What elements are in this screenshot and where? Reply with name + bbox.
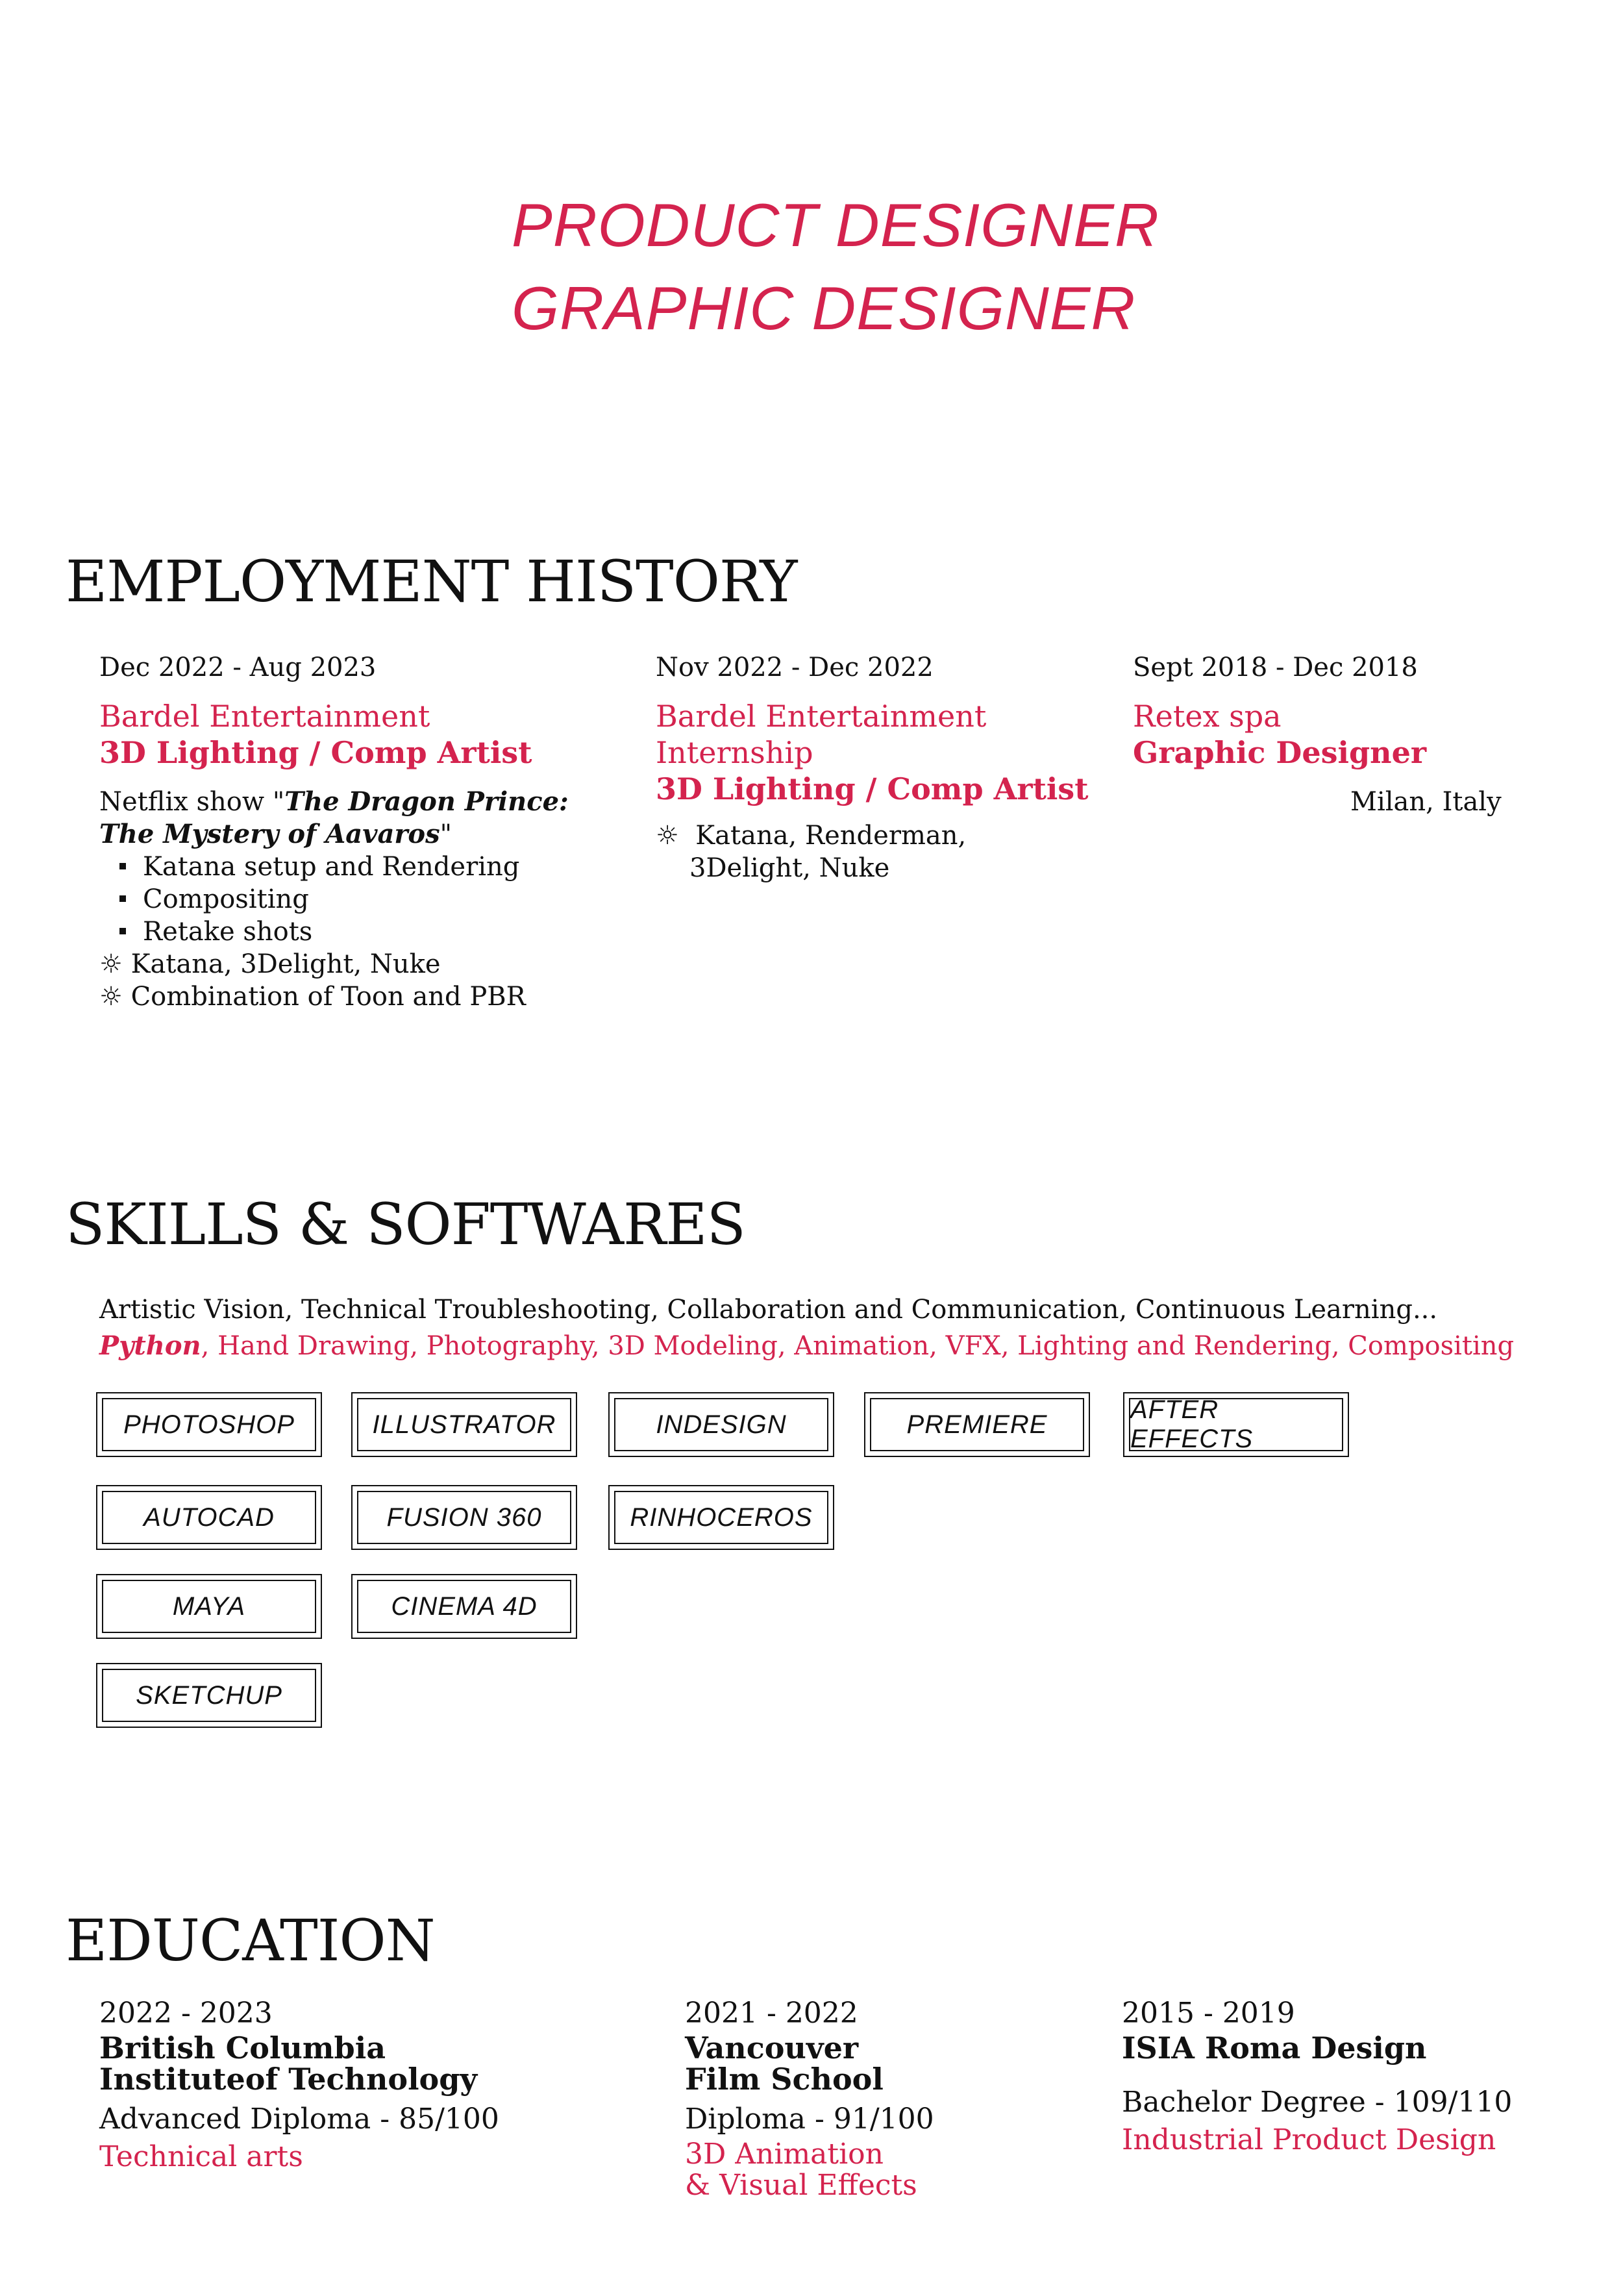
soft-skills: Artistic Vision, Technical Troubleshooting, Collaboration and Communication, Continuous Learning...	[99, 1295, 1438, 1325]
tech-skills-list: , Hand Drawing, Photography, 3D Modeling, Animation, VFX, Lighting and Rendering, Compositing	[201, 1331, 1515, 1361]
software-label: MAYA	[102, 1580, 316, 1633]
sun-icon: ☼	[656, 821, 679, 851]
software-badge-sketchup	[96, 1663, 322, 1728]
job-2-role: 3D Lighting / Comp Artist	[656, 771, 1089, 806]
school-3-field: Industrial Product Design	[1122, 2123, 1496, 2156]
software-badge-autocad	[96, 1485, 322, 1550]
job-2-dates: Nov 2022 - Dec 2022	[656, 653, 934, 682]
job-3-company: Retex spa	[1133, 699, 1282, 734]
school-2-name-line-2: Film School	[685, 2062, 884, 2097]
school-3-name: ISIA Roma Design	[1122, 2030, 1427, 2065]
tech-skills	[99, 1330, 1514, 1362]
software-badge-maya	[96, 1574, 322, 1639]
square-bullet-icon	[119, 895, 126, 902]
job-1-bullet-1-text: Katana setup and Rendering	[143, 852, 520, 882]
job-1-quote-open: "	[272, 787, 285, 817]
job-2-type: Internship	[656, 735, 813, 770]
job-1-bullet-2-text: Compositing	[143, 884, 309, 914]
software-badge-indesign	[608, 1392, 834, 1457]
job-1-bullet-2	[119, 883, 309, 916]
software-label: SKETCHUP	[102, 1669, 316, 1722]
software-badge-premiere	[864, 1392, 1090, 1457]
school-1-field: Technical arts	[99, 2140, 303, 2173]
school-2-name-line-1: Vancouver	[685, 2030, 859, 2065]
school-2-degree: Diploma - 91/100	[685, 2103, 934, 2136]
job-3-role: Graphic Designer	[1133, 735, 1427, 770]
software-label: RINHOCEROS	[614, 1491, 828, 1544]
software-label: INDESIGN	[614, 1398, 828, 1451]
software-label: PREMIERE	[870, 1398, 1084, 1451]
software-badge-photoshop	[96, 1392, 322, 1457]
school-1-degree: Advanced Diploma - 85/100	[99, 2103, 499, 2136]
software-label: PHOTOSHOP	[102, 1398, 316, 1451]
school-1-years: 2022 - 2023	[99, 1997, 273, 2030]
job-3-location: Milan, Italy	[1350, 787, 1502, 817]
software-label: AUTOCAD	[102, 1491, 316, 1544]
school-2-field-line-2: & Visual Effects	[685, 2169, 917, 2202]
software-badge-after-effects	[1123, 1392, 1349, 1457]
school-2-years: 2021 - 2022	[685, 1997, 858, 2030]
software-label: CINEMA 4D	[357, 1580, 571, 1633]
headline-line-1: PRODUCT DESIGNER	[512, 191, 1159, 259]
headline-line-2: GRAPHIC DESIGNER	[512, 274, 1136, 342]
square-bullet-icon	[119, 928, 126, 934]
job-2-sun-item	[656, 819, 966, 852]
sun-icon: ☼	[99, 949, 123, 979]
job-1-bullet-3	[119, 916, 312, 948]
job-1-show-prefix: Netflix show	[99, 787, 273, 817]
employment-section-title: EMPLOYMENT HISTORY	[66, 548, 797, 615]
education-section-title: EDUCATION	[66, 1907, 435, 1974]
job-1-sun-item-2	[99, 980, 526, 1013]
school-3-degree: Bachelor Degree - 109/110	[1122, 2086, 1513, 2119]
python-skill: Python	[99, 1330, 201, 1361]
job-2-company: Bardel Entertainment	[656, 699, 987, 734]
job-1-show-line-1	[99, 786, 569, 818]
job-1-dates: Dec 2022 - Aug 2023	[99, 653, 377, 682]
job-1-sun-item-2-text: Combination of Toon and PBR	[130, 982, 526, 1012]
school-1-name-line-1: British Columbia	[99, 2030, 386, 2065]
job-1-show-title-1: The Dragon Prince:	[284, 786, 569, 817]
square-bullet-icon	[119, 863, 126, 869]
school-1-name-line-2: Instituteof Technology	[99, 2062, 478, 2097]
job-1-show-title-2: The Mystery of Aavaros	[99, 819, 440, 849]
software-label: AFTER EFFECTS	[1129, 1398, 1343, 1451]
software-label: ILLUSTRATOR	[357, 1398, 571, 1451]
job-3-dates: Sept 2018 - Dec 2018	[1133, 653, 1418, 682]
software-badge-illustrator	[351, 1392, 577, 1457]
software-label: FUSION 360	[357, 1491, 571, 1544]
software-badge-rinhoceros	[608, 1485, 834, 1550]
job-1-role: 3D Lighting / Comp Artist	[99, 735, 532, 770]
software-badge-cinema-4d	[351, 1574, 577, 1639]
job-1-bullet-3-text: Retake shots	[143, 917, 313, 947]
school-2-field-line-1: 3D Animation	[685, 2138, 884, 2171]
skills-section-title: SKILLS & SOFTWARES	[66, 1191, 745, 1258]
job-1-bullet-1	[119, 851, 519, 883]
sun-icon: ☼	[99, 982, 123, 1012]
software-badge-fusion-360	[351, 1485, 577, 1550]
job-1-company: Bardel Entertainment	[99, 699, 430, 734]
job-1-sun-item-1	[99, 948, 441, 980]
school-3-years: 2015 - 2019	[1122, 1997, 1295, 2030]
job-1-show-line-2	[99, 818, 452, 851]
job-1-sun-item-1-text: Katana, 3Delight, Nuke	[130, 949, 441, 979]
job-2-sun-line-2: 3Delight, Nuke	[689, 853, 890, 883]
job-1-quote-close: "	[440, 819, 452, 849]
job-2-sun-line-1: Katana, Renderman,	[695, 821, 967, 851]
